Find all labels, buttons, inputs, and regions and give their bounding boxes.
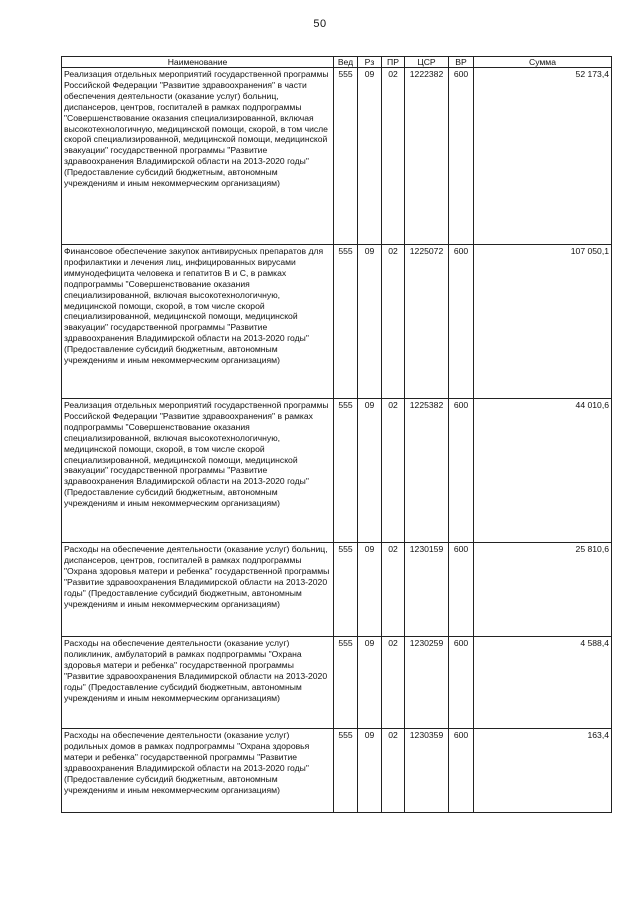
row-vr: 600 xyxy=(449,245,474,399)
row-ved: 555 xyxy=(334,68,358,245)
table-row xyxy=(62,399,612,543)
header-ved: Вед xyxy=(334,57,358,68)
row-pr: 02 xyxy=(382,245,405,399)
row-rz: 09 xyxy=(358,399,382,543)
row-rz: 09 xyxy=(358,543,382,637)
row-csr: 1230159 xyxy=(405,543,449,637)
table-header-row xyxy=(62,57,612,68)
header-pr: ПР xyxy=(382,57,405,68)
row-ved: 555 xyxy=(334,543,358,637)
table-row xyxy=(62,543,612,637)
row-vr: 600 xyxy=(449,729,474,813)
row-name: Расходы на обеспечение деятельности (оказание услуг) поликлиник, амбулаторий в рамках подпрограммы "Охрана здоровья матери и ребенка" государственной программы "Развитие здравоохранения Владимирской области на 2013-2020 годы" (Предоставление субсидий бюджетным, автономным учреждениям и иным некоммерческим организациям) xyxy=(62,637,334,729)
row-name: Финансовое обеспечение закупок антивирусных препаратов для профилактики и лечения лиц, инфицированных вирусами иммунодефицита человека и гепатитов В и С, в рамках подпрограммы "Совершенствование оказания специализированной, включая высокотехнологичную, медицинской помощи, скорой, в том числе скорой специализированной, медицинской помощи, медицинской эвакуации" государственной программы "Развитие здравоохранения Владимирской области на 2013-2020 годы" (Предоставление субсидий бюджетным, автономным учреждениям и иным некоммерческим организациям) xyxy=(62,245,334,399)
row-ved: 555 xyxy=(334,637,358,729)
row-pr: 02 xyxy=(382,68,405,245)
row-csr: 1222382 xyxy=(405,68,449,245)
row-name: Расходы на обеспечение деятельности (оказание услуг) больниц, диспансеров, центров, госпиталей в рамках подпрограммы "Охрана здоровья матери и ребенка" государственной программы "Развитие здравоохранения Владимирской области на 2013-2020 годы" (Предоставление субсидий бюджетным, автономным учреждениям и иным некоммерческим организациям) xyxy=(62,543,334,637)
row-name: Расходы на обеспечение деятельности (оказание услуг) родильных домов в рамках подпрограммы "Охрана здоровья матери и ребенка" государственной программы "Развитие здравоохранения Владимирской области на 2013-2020 годы" (Предоставление субсидий бюджетным, автономным учреждениям и иным некоммерческим организациям) xyxy=(62,729,334,813)
header-rz: Рз xyxy=(358,57,382,68)
row-ved: 555 xyxy=(334,729,358,813)
row-sum: 44 010,6 xyxy=(474,399,612,543)
row-pr: 02 xyxy=(382,543,405,637)
row-ved: 555 xyxy=(334,245,358,399)
row-sum: 163,4 xyxy=(474,729,612,813)
row-vr: 600 xyxy=(449,543,474,637)
row-vr: 600 xyxy=(449,637,474,729)
row-sum: 4 588,4 xyxy=(474,637,612,729)
row-csr: 1225072 xyxy=(405,245,449,399)
table-row xyxy=(62,729,612,813)
row-csr: 1230359 xyxy=(405,729,449,813)
row-sum: 52 173,4 xyxy=(474,68,612,245)
row-sum: 107 050,1 xyxy=(474,245,612,399)
row-rz: 09 xyxy=(358,245,382,399)
row-rz: 09 xyxy=(358,637,382,729)
row-rz: 09 xyxy=(358,729,382,813)
header-csr: ЦСР xyxy=(405,57,449,68)
row-name: Реализация отдельных мероприятий государственной программы Российской Федерации "Развитие здравоохранения" в части обеспечения деятельности (оказание услуг) больниц, диспансеров, центров, госпиталей в рамках подпрограммы "Совершенствование оказания специализированной, включая высокотехнологичную, медицинской помощи, скорой, в том числе скорой специализированной, медицинской помощи, медицинской эвакуации" государственной программы "Развитие здравоохранения Владимирской области на 2013-2020 годы" (Предоставление субсидий бюджетным, автономным учреждениям и иным некоммерческим организациям) xyxy=(62,68,334,245)
row-pr: 02 xyxy=(382,729,405,813)
budget-table xyxy=(61,56,612,813)
row-name: Реализация отдельных мероприятий государственной программы Российской Федерации "Развитие здравоохранения" в рамках подпрограммы "Совершенствование оказания специализированной, включая высокотехнологичную, медицинской помощи, скорой, в том числе скорой специализированной, медицинской помощи, медицинской эвакуации" государственной программы "Развитие здравоохранения Владимирской области на 2013-2020 годы" (Предоставление субсидий бюджетным, автономным учреждениям и иным некоммерческим организациям) xyxy=(62,399,334,543)
table-row xyxy=(62,245,612,399)
row-csr: 1225382 xyxy=(405,399,449,543)
header-sum: Сумма xyxy=(474,57,612,68)
row-pr: 02 xyxy=(382,637,405,729)
header-name: Наименование xyxy=(62,57,334,68)
table-row xyxy=(62,68,612,245)
row-vr: 600 xyxy=(449,399,474,543)
row-ved: 555 xyxy=(334,399,358,543)
row-csr: 1230259 xyxy=(405,637,449,729)
page-number: 50 xyxy=(313,18,327,30)
table-row xyxy=(62,637,612,729)
header-vr: ВР xyxy=(449,57,474,68)
row-rz: 09 xyxy=(358,68,382,245)
row-vr: 600 xyxy=(449,68,474,245)
row-pr: 02 xyxy=(382,399,405,543)
row-sum: 25 810,6 xyxy=(474,543,612,637)
